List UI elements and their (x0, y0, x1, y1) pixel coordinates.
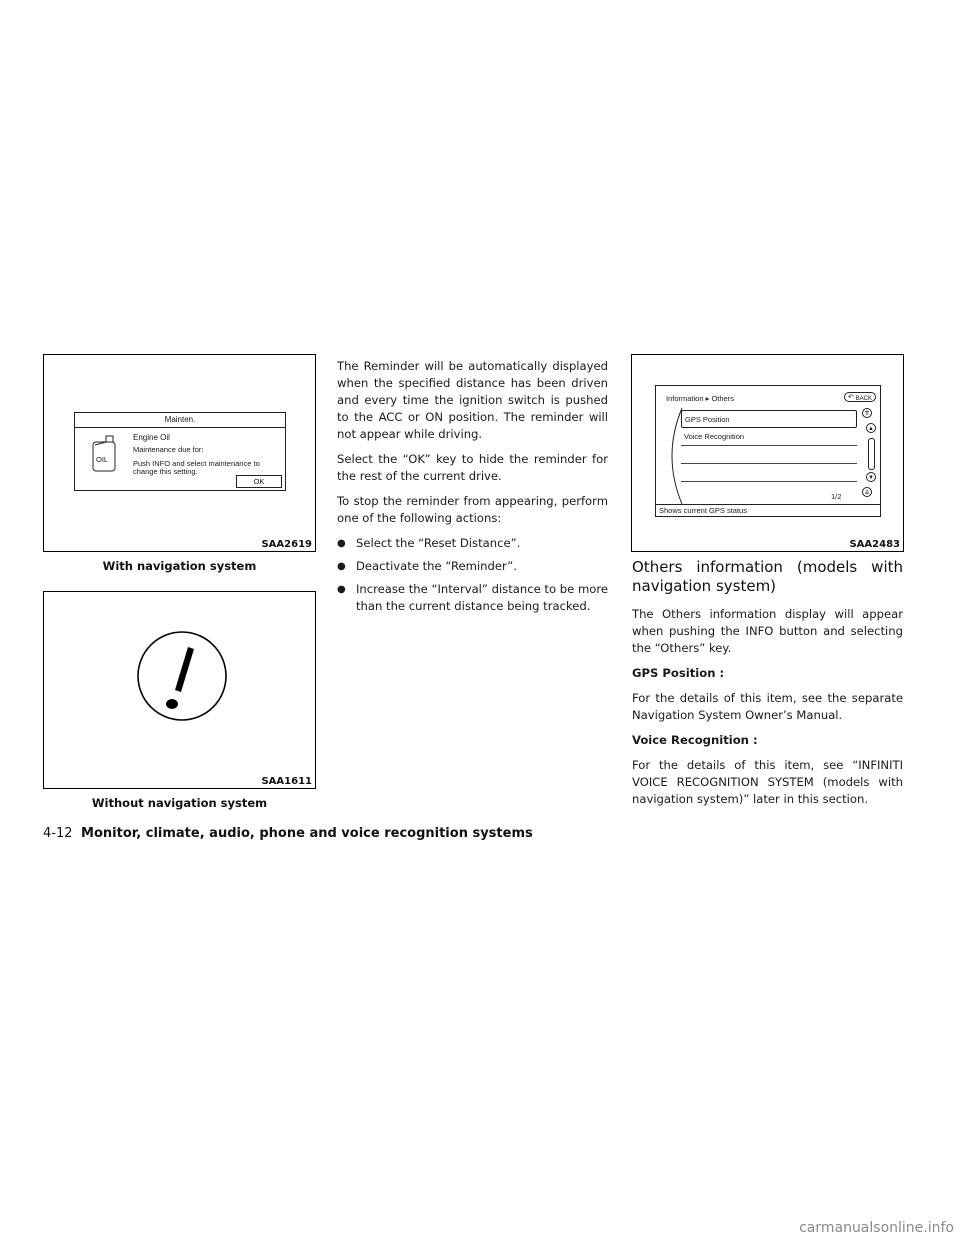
list-item-empty (681, 446, 857, 464)
list-item: ● Deactivate the “Reminder”. (337, 559, 517, 573)
figure-code: SAA1611 (261, 776, 312, 787)
subheading-gps-position: GPS Position : (632, 666, 725, 680)
page-footer (43, 826, 533, 841)
page-down-button[interactable]: ⇊ (862, 487, 872, 497)
item-title: Engine Oil (133, 433, 170, 442)
back-button[interactable]: ↶ BACK (844, 392, 876, 402)
figure-code: SAA2619 (261, 539, 312, 550)
middle-column (337, 358, 608, 621)
bullet-icon: ● (337, 584, 346, 595)
page-up-button[interactable]: ⇈ (862, 408, 872, 418)
paragraph: The Others information display will appear when pushing the INFO button and selecting the “Others” key. (632, 607, 903, 655)
paragraph: For the details of this item, see “INFINITI VOICE RECOGNITION SYSTEM (models with navigation system)” later in this section. (632, 758, 903, 806)
bullet-icon: ● (337, 561, 346, 572)
page-indicator: 1/2 (831, 492, 842, 501)
scrollbar[interactable] (868, 438, 875, 470)
list-item: ● Increase the “Interval” distance to be more than the current distance being tracked. (337, 582, 608, 613)
scroll-up-button[interactable]: ▲ (866, 423, 876, 433)
watermark[interactable]: carmanualsonline.info (799, 1220, 954, 1236)
figure-others-screen (631, 354, 904, 552)
subheading-voice-recognition: Voice Recognition : (632, 733, 758, 747)
list-item-voice-recognition[interactable]: Voice Recognition (681, 428, 857, 446)
right-column (632, 558, 903, 816)
ok-button[interactable]: OK (236, 475, 282, 488)
page-number: 4-12 (43, 826, 73, 841)
paragraph: The Reminder will be automatically displayed when the specified distance has been driven and every time the ignition switch is pushed to the ACC or ON position. The reminder will not appear while driving. (337, 359, 608, 441)
bullet-icon: ● (337, 538, 346, 549)
paragraph: Select the “OK” key to hide the reminder for the rest of the current drive. (337, 452, 608, 483)
paragraph: For the details of this item, see the separate Navigation System Owner’s Manual. (632, 691, 903, 722)
paragraph: To stop the reminder from appearing, perform one of the following actions: (337, 494, 608, 525)
due-text: Maintenance due for: (133, 445, 204, 454)
figure-code: SAA2483 (849, 539, 900, 550)
oil-label: OIL (96, 455, 109, 464)
figure-maintenance-reminder (43, 354, 316, 552)
maintenance-dialog (74, 412, 286, 491)
exclamation-warning-icon (136, 630, 228, 722)
figure-caption: With navigation system (102, 559, 257, 573)
dialog-title: Mainten. (75, 413, 285, 428)
figure-caption: Without navigation system (91, 796, 268, 810)
list-item-empty (681, 464, 857, 482)
list-item-gps-position[interactable]: GPS Position (681, 410, 857, 428)
section-title: Monitor, climate, audio, phone and voice recognition systems (81, 826, 533, 841)
nav-screen (655, 385, 881, 517)
push-text-1: Push INFO and select maintenance to (133, 459, 260, 468)
scroll-down-button[interactable]: ▼ (866, 472, 876, 482)
figure-warning (43, 591, 316, 789)
section-heading: Others information (models with navigation system) (632, 558, 903, 595)
push-text-2: change this setting. (133, 467, 198, 476)
list-item: ● Select the “Reset Distance”. (337, 536, 521, 550)
back-icon: ↶ (848, 394, 854, 401)
status-bar: Shows current GPS status (656, 504, 880, 516)
breadcrumb: Information ▸ Others (666, 394, 734, 403)
oil-bottle-icon (89, 433, 119, 473)
